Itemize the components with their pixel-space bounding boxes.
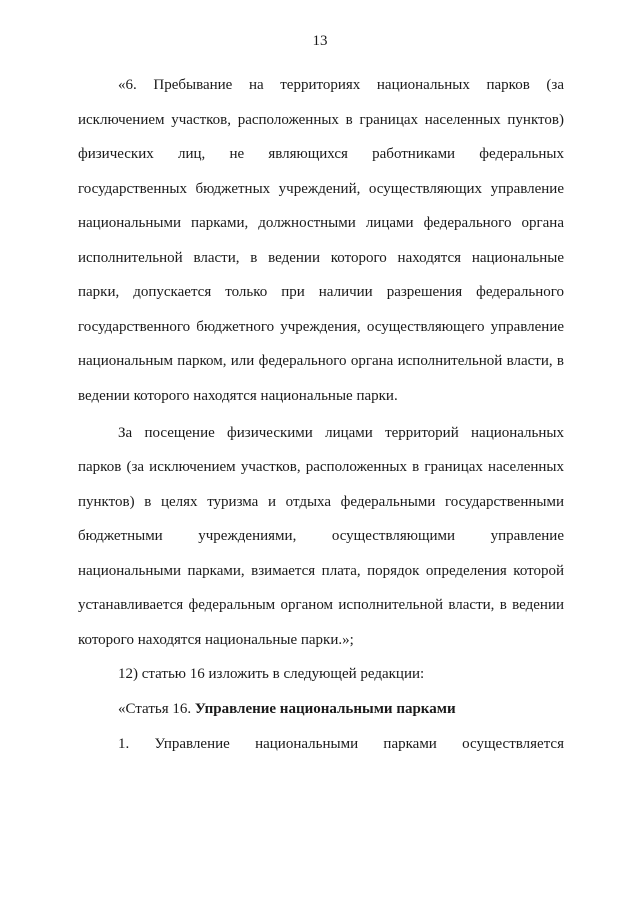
paragraph-6-line: исполнительной власти, в ведении которого находятся национальные [78, 250, 564, 266]
paragraph-6-line: «6. Пребывание на территориях национальных парков (за [118, 77, 564, 93]
paragraph-6-line: ведении которого находятся национальные парки. [78, 388, 398, 404]
paragraph-fee-line: парков (за исключением участков, расположенных в границах населенных [78, 459, 564, 475]
paragraph-6-line: национальным парком, или федерального органа исполнительной власти, в [78, 353, 564, 369]
paragraph-6-line: государственных бюджетных учреждений, осуществляющих управление [78, 181, 564, 197]
article-16-heading [118, 700, 564, 718]
item-12: 12) статью 16 изложить в следующей редакции: [118, 666, 425, 682]
paragraph-fee-line: национальными парками, взимается плата, порядок определения которой [78, 563, 564, 579]
article-16-title: Управление национальными парками [194, 701, 456, 717]
page-number: 13 [312, 33, 328, 49]
paragraph-fee-line: устанавливается федеральным органом исполнительной власти, в ведении [78, 597, 564, 613]
article-16-prefix: «Статья 16. [118, 701, 192, 717]
paragraph-6-line: физических лиц, не являющихся работниками федеральных [78, 146, 564, 162]
paragraph-fee-line: пунктов) в целях туризма и отдыха федеральными государственными [78, 494, 564, 510]
paragraph-fee-line: За посещение физическими лицами территорий национальных [118, 425, 564, 441]
clause-1: 1. Управление национальными парками осуществляется [118, 736, 564, 752]
paragraph-6-line: национальными парками, должностными лицами федерального органа [78, 215, 564, 231]
paragraph-6-line: государственного бюджетного учреждения, осуществляющего управление [78, 319, 564, 335]
paragraph-6-line: парки, допускается только при наличии разрешения федерального [78, 284, 564, 300]
paragraph-6-line: исключением участков, расположенных в границах населенных пунктов) [78, 112, 564, 128]
paragraph-fee-line: которого находятся национальные парки.»; [78, 632, 354, 648]
paragraph-fee-line: бюджетными учреждениями, осуществляющими управление [78, 528, 564, 544]
